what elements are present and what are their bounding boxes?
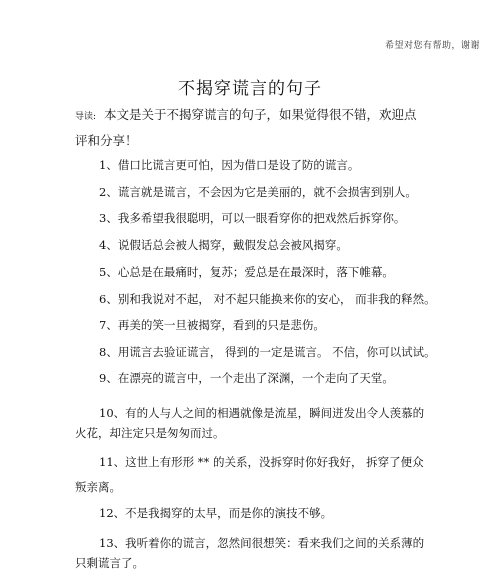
list-item: 12、不是我揭穿的太早，而是你的演技不够。 [99, 506, 333, 520]
list-item: 11、这世上有形形 ** 的关系，没拆穿时你好我好， 拆穿了便众叛亲离。 [75, 455, 424, 494]
list-item: 13、我听着你的谎言，忽然间很想笑：看来我们之间的关系薄的只剩谎言了。 [75, 536, 425, 570]
list-item: 1、借口比谎言更可怕，因为借口是设了防的谎言。 [99, 158, 360, 172]
list-item: 3、我多希望我很聪明，可以一眼看穿你的把戏然后拆穿你。 [99, 211, 406, 225]
intro-lead: 导读: [75, 112, 97, 122]
page-title: 不揭穿谎言的句子 [178, 79, 322, 99]
intro-paragraph [75, 103, 425, 153]
intro-text: 本文是关于不揭穿谎言的句子，如果觉得很不错，欢迎点评和分享！ [75, 107, 417, 148]
list-item: 10、有的人与人之间的相遇就像是流星，瞬间迸发出令人羡慕的火花，却注定只是匆匆而过。 [75, 406, 425, 440]
list-item: 5、心总是在最痛时，复苏；爱总是在最深时，落下帷幕。 [99, 265, 394, 279]
list-item: 9、在漂亮的谎言中，一个走出了深渊，一个走向了天堂。 [99, 371, 394, 385]
header-note: 希望对您有帮助，谢谢 [384, 41, 480, 51]
list-item: 6、别和我说对不起， 对不起只能换来你的安心， 而非我的释然。 [99, 292, 436, 306]
list-item: 8、用谎言去验证谎言， 得到的一定是谎言。 不信，你可以试试。 [99, 345, 436, 359]
list-item: 4、说假话总会被人揭穿，戴假发总会被风揭穿。 [99, 238, 348, 252]
list-item: 7、再美的笑一旦被揭穿，看到的只是悲伤。 [99, 318, 325, 332]
list-item: 2、谎言就是谎言，不会因为它是美丽的，就不会损害到别人。 [99, 185, 417, 199]
